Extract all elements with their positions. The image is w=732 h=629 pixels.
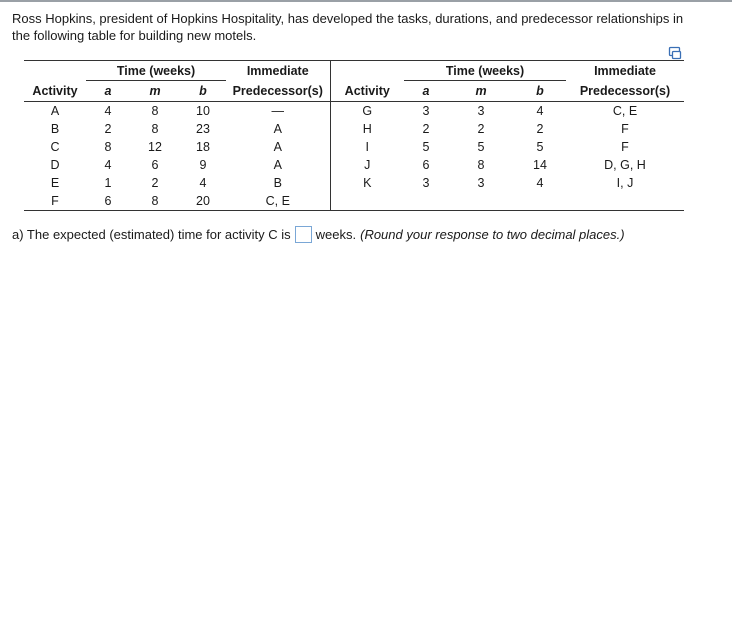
b-col-header: b [180,81,226,102]
m-cell: 12 [148,140,162,154]
predecessor-cell: D, G, H [604,158,646,172]
predecessor-cell: — [226,102,330,121]
m-cell: 3 [477,104,485,118]
b-cell: 2 [536,122,544,136]
predecessor-cell: C, E [226,192,330,211]
b-cell: 9 [199,158,207,172]
b-cell: 4 [199,176,207,190]
b-cell: 5 [536,140,544,154]
table-row [24,156,684,174]
a-cell: 4 [104,158,112,172]
rounding-note: (Round your response to two decimal places.) [360,227,625,242]
m-cell: 3 [477,176,485,190]
b-cell: 4 [536,176,544,190]
table-row [24,174,684,192]
m-cell: 6 [151,158,159,172]
predecessor-cell: C, E [612,104,638,118]
table-row [24,192,684,211]
activity-table [24,60,684,211]
predecessor-cell: F [621,140,629,154]
activity-cell: G [362,104,373,118]
predecessor-cell: A [226,156,330,174]
activity-cell: A [50,104,60,118]
predecessor-cell: A [226,120,330,138]
activity-cell: B [50,122,60,136]
m-cell: 2 [477,122,485,136]
a-cell: 6 [422,158,430,172]
predecessor-col-header: Predecessor(s) [566,81,684,102]
activity-cell: I [365,140,369,154]
activity-cell: E [50,176,60,190]
a-cell: 8 [104,140,112,154]
a-cell: 6 [86,192,130,211]
copy-table-icon[interactable] [668,46,682,60]
question-a [12,226,625,243]
header-blank-left [24,61,86,81]
b-cell: 20 [180,192,226,211]
activity-cell: H [362,122,372,136]
activity-cell: K [363,176,372,190]
predecessor-cell: A [226,138,330,156]
b-col-header: b [514,81,566,102]
activity-cell: J [364,158,371,172]
a-cell: 2 [104,122,112,136]
table-row [24,102,684,121]
time-weeks-header-left: Time (weeks) [86,61,226,81]
m-cell: 5 [477,140,485,154]
b-cell: 18 [196,140,210,154]
problem-intro: Ross Hopkins, president of Hopkins Hospitality, has developed the tasks, durations, and predecessor relationships in the following table for building new motels. [12,11,684,43]
b-cell: 23 [196,122,210,136]
m-col-header: m [448,81,514,102]
a-cell: 2 [422,122,430,136]
m-cell: 8 [477,158,485,172]
immediate-header-right: Immediate [566,61,684,81]
activity-cell: D [50,158,60,172]
predecessor-cell: I, J [616,176,634,190]
a-col-header: a [404,81,448,102]
m-cell: 8 [130,192,180,211]
empty-cell [448,192,514,211]
empty-cell [566,192,684,211]
predecessor-cell: F [621,122,629,136]
a-cell: 3 [422,104,430,118]
a-cell: 5 [422,140,430,154]
activity-cell: F [24,192,86,211]
table-row [24,120,684,138]
empty-cell [330,192,404,211]
immediate-header-left: Immediate [226,61,330,81]
m-cell: 8 [151,104,159,118]
a-cell: 1 [104,176,112,190]
b-cell: 10 [196,104,210,118]
empty-cell [404,192,448,211]
activity-col-header: Activity [24,81,86,102]
m-cell: 8 [151,122,159,136]
top-divider [0,0,732,2]
m-col-header: m [130,81,180,102]
activity-cell: C [50,140,60,154]
a-cell: 4 [104,104,112,118]
empty-cell [514,192,566,211]
b-cell: 14 [533,158,547,172]
question-prefix: a) The expected (estimated) time for activity C is [12,227,291,242]
a-col-header: a [86,81,130,102]
time-weeks-header-right: Time (weeks) [404,61,566,81]
predecessor-cell: B [226,174,330,192]
question-unit: weeks. [315,227,357,242]
predecessor-col-header: Predecessor(s) [226,81,330,102]
answer-input[interactable] [295,226,312,243]
b-cell: 4 [536,104,544,118]
m-cell: 2 [151,176,159,190]
table-row [24,138,684,156]
a-cell: 3 [422,176,430,190]
activity-col-header: Activity [330,81,404,102]
header-blank-right [330,61,404,81]
